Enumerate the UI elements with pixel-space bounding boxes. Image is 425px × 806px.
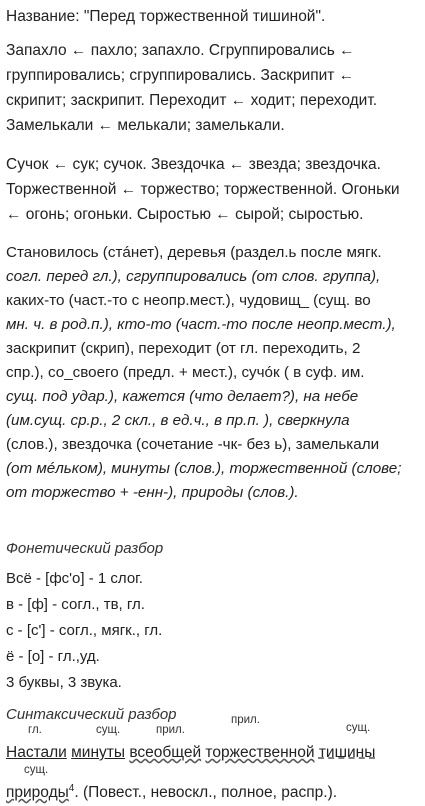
morph-label: сущ. xyxy=(96,724,121,736)
subject-word: минуты xyxy=(71,744,125,761)
text-line: заскрипит (скрип), переходит (от гл. переходить, 2 xyxy=(6,340,361,357)
morph-label: гл. xyxy=(28,724,42,736)
predicate-word: Настали xyxy=(6,744,67,761)
text-line: сущ. под удар.), кажется (что делает?), на небе xyxy=(6,388,359,405)
attribute-word: природы xyxy=(6,784,69,802)
phonetic-line: Всё - [фс'о] - 1 слог. xyxy=(6,570,143,587)
attribute-word: всеобщей xyxy=(129,744,202,761)
text-line: Запахло ← пахло; запахло. Сгруппировались ← xyxy=(6,42,355,59)
morph-labels-2 xyxy=(6,764,419,778)
sentence-characteristics: . (Повест., невоскл., полное, распр.). xyxy=(74,784,338,802)
morph-label: сущ. xyxy=(346,722,371,734)
phonetic-line: ё - [о] - гл.,уд. xyxy=(6,648,100,665)
text-line: (им.сущ. ср.р., 2 скл., в ед.ч., в пр.п. ), сверкнула xyxy=(6,412,350,429)
phonetic-line: в - [ф] - согл., тв, гл. xyxy=(6,596,145,613)
phonetic-line: с - [с'] - согл., мягк., гл. xyxy=(6,622,163,639)
text-line: (от мéльком), минуты (слов.), торжественной (слове; xyxy=(6,460,402,477)
text-line: Торжественной ← торжество; торжественной. Огоньки xyxy=(6,181,400,198)
text-line: группировались; сгруппировались. Заскрипит ← xyxy=(6,67,355,84)
text-line: скрипит; заскрипит. Переходит ← ходит; переходит. xyxy=(6,92,378,109)
text-line: Замелькали ← мелькали; замелькали. xyxy=(6,117,285,134)
footnote-marker: 4 xyxy=(68,783,75,794)
phonetic-line: 3 буквы, 3 звука. xyxy=(6,674,122,691)
text-line: каких-то (част.-то с неопр.мест.), чудовищ_ (сущ. во xyxy=(6,292,371,309)
text-line: от торжество + -енн-), природы (слов.). xyxy=(6,484,299,501)
object-word: тишины xyxy=(318,744,376,761)
text-line: согл. перед гл.), сгруппировались (от слов. группа), xyxy=(6,268,381,285)
phonetic-analysis xyxy=(6,566,162,696)
syntax-heading: Синтаксический разбор xyxy=(6,706,177,723)
spelling-explanations xyxy=(6,241,419,505)
text-line: спр.), со_своего (предл. + мест.), сучóк ( в суф. им. xyxy=(6,364,365,381)
text-line: ← огонь; огоньки. Сыростью ← сырой; сыростью. xyxy=(6,206,364,223)
text-line: Становилось (стáнет), деревья (раздел.ь после мягк. xyxy=(6,244,382,261)
text-line: мн. ч. в род.п.), кто-то (част.-то после неопр.мест.), xyxy=(6,316,396,333)
word-formation-verbs xyxy=(6,38,419,138)
attribute-word: торжественной xyxy=(205,744,315,761)
sentence-line-2 xyxy=(6,778,419,804)
morph-label: сущ. xyxy=(24,764,49,776)
morph-label: прил. xyxy=(231,714,260,726)
phonetic-heading: Фонетический разбор xyxy=(6,540,164,557)
morph-label: прил. xyxy=(156,724,185,736)
text-line: Сучок ← сук; сучок. Звездочка ← звезда; звездочка. xyxy=(6,156,381,173)
text-line: (слов.), звездочка (сочетание -чк- без ь), замелькали xyxy=(6,436,380,453)
document-title: Название: "Перед торжественной тишиной". xyxy=(6,8,326,25)
word-formation-nouns xyxy=(6,152,419,227)
sentence-line-1 xyxy=(6,742,419,764)
